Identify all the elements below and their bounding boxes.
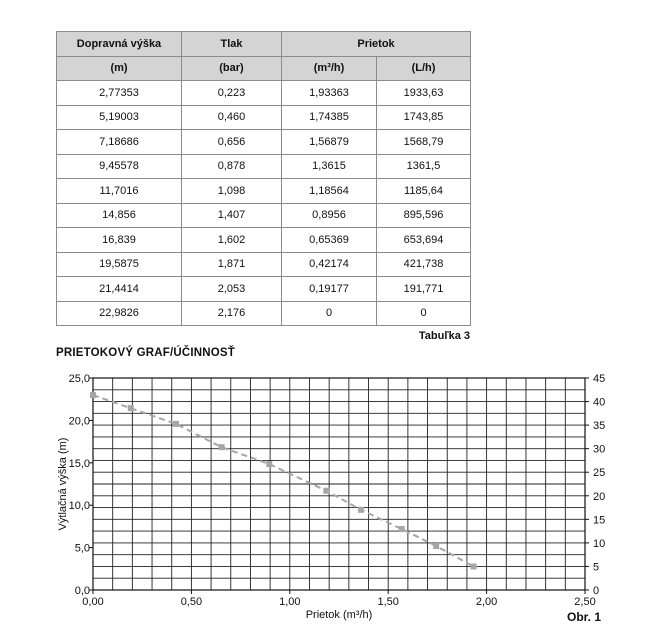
data-point xyxy=(266,461,272,467)
cell-head: 11,7016 xyxy=(57,179,182,204)
cell-pressure: 1,098 xyxy=(182,179,282,204)
cell-pressure: 0,223 xyxy=(182,81,282,106)
y-tick-label: 0,0 xyxy=(74,585,90,597)
cell-flow-lh: 895,596 xyxy=(377,203,471,228)
x-tick-label: 0,00 xyxy=(82,596,104,608)
cell-head: 16,839 xyxy=(57,228,182,253)
y2-tick-label: 40 xyxy=(593,396,606,409)
cell-flow-m3h: 1,56879 xyxy=(282,130,377,155)
cell-pressure: 1,602 xyxy=(182,228,282,253)
cell-pressure: 0,460 xyxy=(182,105,282,130)
data-point xyxy=(128,405,134,411)
data-point xyxy=(358,507,364,513)
cell-head: 9,45578 xyxy=(57,154,182,179)
data-point xyxy=(399,526,405,532)
x-tick-label: 1,00 xyxy=(279,596,301,608)
cell-flow-lh: 0 xyxy=(377,301,471,326)
y-tick-label: 15,0 xyxy=(68,457,90,470)
cell-pressure: 1,871 xyxy=(182,252,282,277)
data-point xyxy=(323,488,329,494)
cell-flow-lh: 1743,85 xyxy=(377,105,471,130)
y2-tick-label: 0 xyxy=(593,585,600,597)
cell-flow-lh: 1185,64 xyxy=(377,179,471,204)
y2-tick-label: 20 xyxy=(593,490,606,503)
y2-tick-label: 35 xyxy=(593,420,606,433)
cell-flow-m3h: 1,74385 xyxy=(282,105,377,130)
cell-flow-m3h: 0 xyxy=(282,301,377,326)
figure-label: Obr. 1 xyxy=(566,610,601,624)
x-tick-label: 0,50 xyxy=(180,596,203,608)
cell-pressure: 2,053 xyxy=(182,277,282,302)
unit-pressure: (bar) xyxy=(182,56,282,81)
unit-head: (m) xyxy=(57,56,182,81)
header-head: Dopravná výška xyxy=(57,32,182,57)
unit-flow-lh: (L/h) xyxy=(377,56,471,81)
y-tick-label: 25,0 xyxy=(68,373,90,385)
y-tick-label: 20,0 xyxy=(68,415,90,428)
header-pressure: Tlak xyxy=(182,32,282,57)
cell-flow-m3h: 0,19177 xyxy=(282,277,377,302)
cell-flow-m3h: 0,65369 xyxy=(282,228,377,253)
cell-flow-m3h: 0,42174 xyxy=(282,252,377,277)
cell-head: 14,856 xyxy=(57,203,182,228)
cell-flow-lh: 1568,79 xyxy=(377,130,471,155)
table-caption: Tabuľka 3 xyxy=(418,330,470,342)
data-point xyxy=(173,421,179,427)
x-tick-label: 1,50 xyxy=(377,596,399,608)
cell-head: 19,5875 xyxy=(57,252,182,277)
y2-tick-label: 25 xyxy=(593,467,606,480)
cell-flow-lh: 191,771 xyxy=(377,277,471,302)
y-tick-label: 5,0 xyxy=(74,542,90,555)
cell-flow-m3h: 0,8956 xyxy=(282,203,377,228)
cell-head: 7,18686 xyxy=(57,130,182,155)
cell-head: 2,77353 xyxy=(57,81,182,106)
data-point xyxy=(433,543,439,549)
x-tick-label: 2,00 xyxy=(475,596,498,608)
cell-pressure: 1,407 xyxy=(182,203,282,228)
data-point xyxy=(471,563,477,569)
cell-flow-m3h: 1,3615 xyxy=(282,154,377,179)
cell-head: 22,9826 xyxy=(57,301,182,326)
y2-tick-label: 5 xyxy=(593,561,600,574)
cell-flow-m3h: 1,93363 xyxy=(282,81,377,106)
data-point xyxy=(219,444,225,450)
cell-flow-lh: 1361,5 xyxy=(377,154,471,179)
unit-flow-m3h: (m³/h) xyxy=(282,56,377,81)
cell-pressure: 0,656 xyxy=(182,130,282,155)
x-axis-label: Prietok (m³/h) xyxy=(305,609,373,621)
x-tick-label: 2,50 xyxy=(574,596,596,608)
y-tick-label: 10,0 xyxy=(68,500,90,513)
y2-tick-label: 45 xyxy=(593,373,606,385)
y-axis-label: Výtlačná výška (m) xyxy=(57,437,69,531)
section-title: PRIETOKOVÝ GRAF/ÚČINNOSŤ xyxy=(56,347,236,359)
header-flow: Prietok xyxy=(282,32,471,57)
cell-flow-lh: 421,738 xyxy=(377,252,471,277)
cell-head: 5,19003 xyxy=(57,105,182,130)
y2-tick-label: 10 xyxy=(593,537,606,550)
cell-flow-lh: 653,694 xyxy=(377,228,471,253)
y2-tick-label: 15 xyxy=(593,514,606,527)
cell-head: 21,4414 xyxy=(57,277,182,302)
cell-flow-lh: 1933,63 xyxy=(377,81,471,106)
y2-tick-label: 30 xyxy=(593,443,606,456)
cell-flow-m3h: 1,18564 xyxy=(282,179,377,204)
cell-pressure: 0,878 xyxy=(182,154,282,179)
data-point xyxy=(90,392,96,398)
cell-pressure: 2,176 xyxy=(182,301,282,326)
